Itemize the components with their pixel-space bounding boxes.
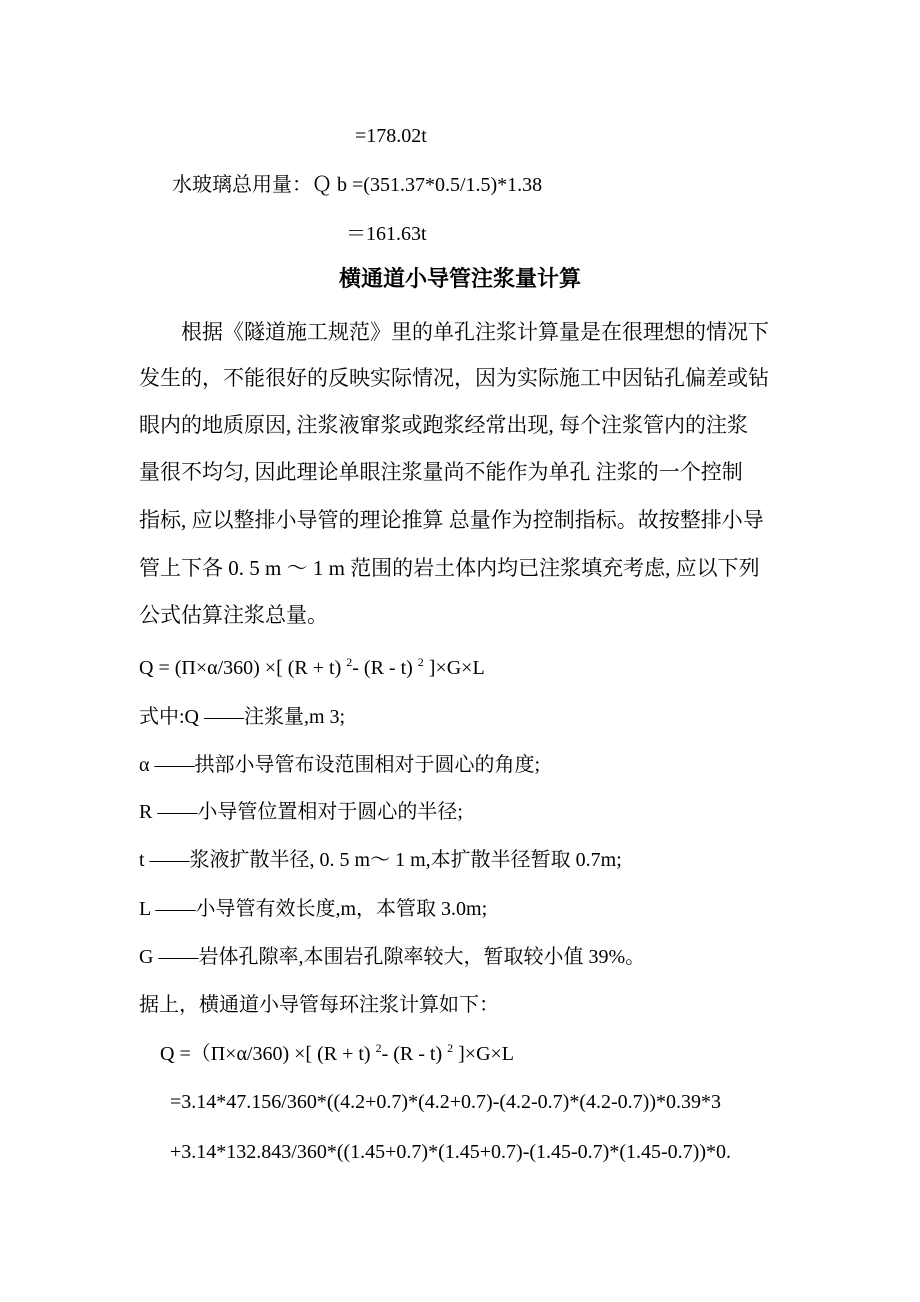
calc-intro: 据上，横通道小导管每环注浆计算如下： (139, 994, 499, 1016)
calc-formula (160, 1042, 514, 1066)
grout-formula (139, 656, 485, 680)
result-line-2: ＝161.63t (346, 223, 427, 245)
paragraph-line: 眼内的地质原因, 注浆液窜浆或跑浆经常出现, 每个注浆管内的注浆 (139, 413, 748, 437)
water-glass-line (172, 173, 542, 197)
paragraph-line: 发生的，不能很好的反映实际情况，因为实际施工中因钻孔偏差或钻 (139, 366, 769, 390)
definition-line: G ——岩体孔隙率,本围岩孔隙率较大，暂取较小值 39%。 (139, 946, 646, 968)
formula-exponent: 2 (375, 1041, 382, 1055)
definition-line: R ——小导管位置相对于圆心的半径; (139, 801, 463, 823)
formula-part: Q =（Π×α/360) ×[ (R + t) (160, 1043, 376, 1065)
definition-line: t ——浆液扩散半径, 0. 5 m～ 1 m,本扩散半径暂取 0.7m; (139, 849, 622, 871)
paragraph-line: 指标, 应以整排小导管的理论推算 总量作为控制指标。故按整排小导 (139, 508, 764, 532)
formula-exponent: 2 (346, 655, 353, 669)
definition-line: α ——拱部小导管布设范围相对于圆心的角度; (139, 754, 541, 776)
formula-part: ]×G×L (453, 1043, 515, 1065)
paragraph-line: 根据《隧道施工规范》里的单孔注浆计算量是在很理想的情况下 (181, 320, 769, 344)
calc-line: +3.14*132.843/360*((1.45+0.7)*(1.45+0.7)-(1.45-0.7)*(1.45-0.7))*0. (170, 1141, 731, 1163)
formula-exponent: 2 (417, 655, 424, 669)
calc-line: =3.14*47.156/360*((4.2+0.7)*(4.2+0.7)-(4.2-0.7)*(4.2-0.7))*0.39*3 (170, 1091, 721, 1113)
water-glass-label: 水玻璃总用量： (172, 174, 312, 196)
definition-line: 式中:Q ——注浆量,m 3; (139, 706, 346, 728)
formula-part: - (R - t) (381, 1043, 448, 1065)
result-line-1: =178.02t (355, 125, 427, 147)
paragraph-line: 量很不均匀, 因此理论单眼注浆量尚不能作为单孔 注浆的一个控制 (139, 460, 743, 484)
formula-exponent: 2 (447, 1041, 454, 1055)
formula-part: Q = (Π×α/360) ×[ (R + t) (139, 657, 347, 679)
paragraph-line: 管上下各 0. 5 m ～ 1 m 范围的岩土体内均已注浆填充考虑, 应以下列 (139, 556, 760, 580)
section-title: 横通道小导管注浆量计算 (338, 267, 581, 292)
paragraph-line: 公式估算注浆总量。 (139, 603, 328, 627)
formula-part: ]×G×L (423, 657, 485, 679)
definition-line: L ——小导管有效长度,m，本管取 3.0m; (139, 898, 488, 920)
formula-part: - (R - t) (352, 657, 418, 679)
water-glass-formula: Ｑ b =(351.37*0.5/1.5)*1.38 (312, 174, 543, 196)
